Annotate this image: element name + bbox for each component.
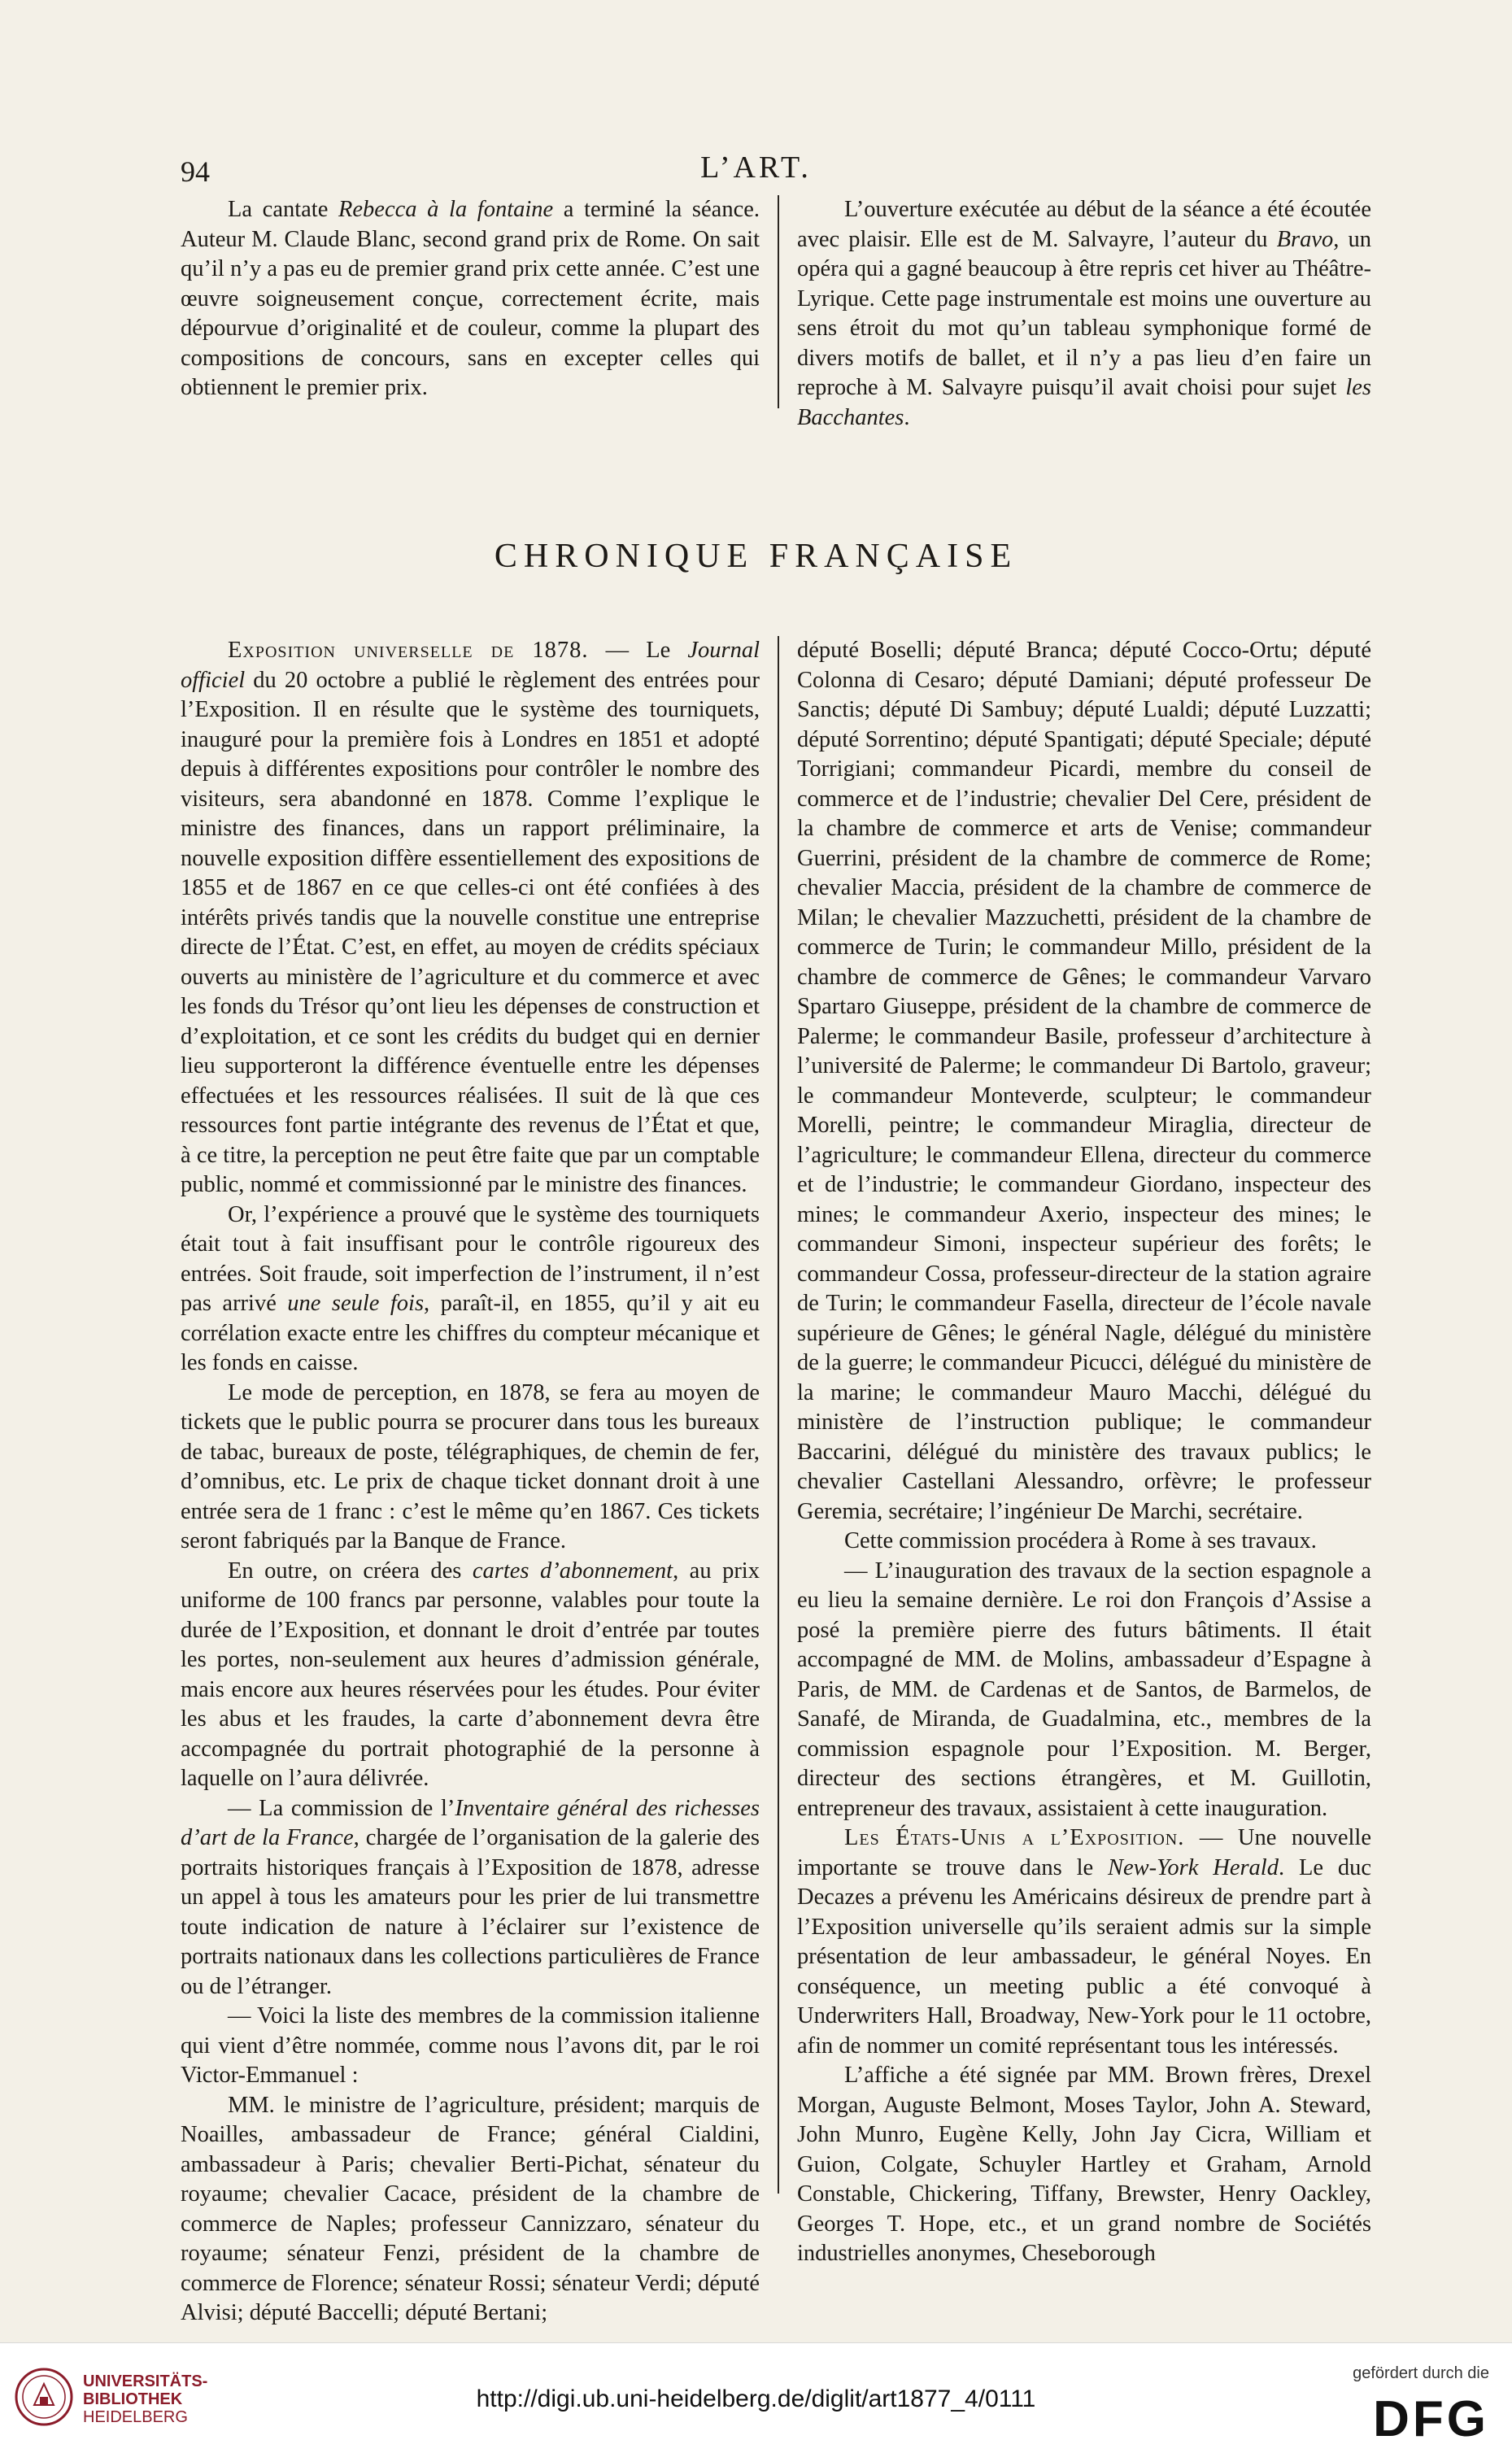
page-number: 94: [181, 155, 210, 188]
paragraph: — Voici la liste des membres de la commission italienne qui vient d’être nommée, comme nous l’avons dit, par le roi Victor-Emmanuel :: [181, 2003, 760, 2088]
column-rule: [778, 636, 779, 2194]
logo-line: UNIVERSITÄTS-: [83, 2372, 208, 2390]
section-title: CHRONIQUE FRANÇAISE: [494, 538, 1018, 575]
paragraph: — L’inauguration des travaux de la section espagnole a eu lieu la semaine dernière. Le roi don François d’Assise a posé la première pierre des futurs bâtiments. Il était accompagné de MM. de Molins, ambassadeur d’Espagne à Paris, de MM. de Cardenas et de Santos, de Barmelos, de Sanafé, de Miranda, de Guadalmina, etc., membres de la commission espagnole pour l’Exposition. M. Berger, directeur des sections étrangères, et M. Guillotin, entrepreneur des travaux, assistaient à cette inauguration.: [797, 1558, 1371, 1821]
permalink-url[interactable]: http://digi.ub.uni-heidelberg.de/diglit/art1877_4/0111: [476, 2385, 1036, 2412]
paragraph: Le mode de perception, en 1878, se fera au moyen de tickets que le public pourra se procurer dans tous les bureaux de tabac, bureaux de poste, télégraphiques, de chemin de fer, d’omnibus, etc. Le prix de chaque ticket donnant droit à une entrée sera de 1 franc : c’est le même qu’en 1867. Ces tickets seront fabriqués par la Banque de France.: [181, 1379, 760, 1553]
paragraph: L’ouverture exécutée au début de la séance a été écoutée avec plaisir. Elle est de M. Salvayre, l’auteur du Bravo, un opéra qui a gagné beaucoup à être repris cet hiver au Théâtre-Lyrique. Cette page instrumentale est moins une ouverture au sens étroit du mot qu’un tableau symphonique formé de divers motifs de ballet, et il n’y a pas lieu d’en faire un reproche à M. Salvayre puisqu’il avait choisi pour sujet les Bacchantes.: [797, 197, 1372, 430]
logo-line: HEIDELBERG: [83, 2408, 188, 2426]
top-left-column: [181, 195, 760, 403]
logo-line: BIBLIOTHEK: [83, 2390, 183, 2408]
paragraph: député Boselli; député Branca; député Cocco-Ortu; député Colonna di Cesaro; député Damiani; député professeur De Sanctis; député Di Sambuy; député Lualdi; député Luzzatti; député Sorrentino; député Spantigati; député Speciale; député Torrigiani; commandeur Picardi, membre du conseil de commerce et de l’industrie; chevalier Del Cere, président de la chambre de commerce et arts de Venise; commandeur Guerrini, président de la chambre de commerce de Rome; chevalier Maccia, président de la chambre de commerce de Milan; le chevalier Mazzuchetti, président de la chambre de commerce de Turin; le commandeur Millo, président de la chambre de commerce de Gênes; le commandeur Varvaro Spartaro Giuseppe, président de la chambre de commerce de Palerme; le commandeur Basile, professeur d’architecture à l’université de Palerme; le commandeur Di Bartolo, graveur; le commandeur Monteverde, sculpteur; le commandeur Morelli, peintre; le commandeur Miraglia, directeur de l’agriculture; le commandeur Ellena, directeur du commerce et de l’industrie; le commandeur Giordano, inspecteur des mines; le commandeur Axerio, inspecteur des mines; le commandeur Simoni, inspecteur supérieur des forêts; le commandeur Cossa, professeur-directeur de la station agraire de Turin; le commandeur Fasella, directeur de l’école navale supérieure de Gênes; le général Nagle, délégué du ministère de la guerre; le commandeur Picucci, délégué du ministère de la marine; le commandeur Mauro Macchi, délégué du ministère de l’instruction publique; le commandeur Baccarini, délégué du ministère des travaux publics; le chevalier Castellani Alessandro, orfèvre; le professeur Geremia, secrétaire; l’ingénieur De Marchi, secrétaire.: [797, 638, 1371, 1524]
paragraph: Cette commission procédera à Rome à ses travaux.: [844, 1528, 1317, 1553]
viewer-footer: [0, 2342, 1512, 2453]
paragraph: En outre, on créera des cartes d’abonnement, au prix uniforme de 100 francs par personne, valables pour toute la durée de l’Exposition, et donnant le droit d’entrée par toutes les portes, non-seulement aux heures d’admission générale, mais encore aux heures réservées pour les études. Pour éviter les abus et les fraudes, la carte d’abonnement devra être accompagnée du portrait photographié de la personne à laquelle on l’aura délivrée.: [181, 1558, 760, 1791]
paragraph: MM. le ministre de l’agriculture, président; marquis de Noailles, ambassadeur de France; général Cialdini, ambassadeur à Paris; chevalier Berti-Pichat, sénateur du royaume; chevalier Cacace, président de la chambre de commerce de Naples; professeur Cannizzaro, sénateur du royaume; sénateur Fenzi, président de la chambre de commerce de Florence; sénateur Rossi; sénateur Verdi; député Alvisi; député Baccelli; député Bertani;: [181, 2092, 760, 2325]
paragraph: — La commission de l’Inventaire général des richesses d’art de la France, chargée de l’organisation de la galerie des portraits historiques français à l’Exposition de 1878, adresse un appel à tous les amateurs pour les prier de lui transmettre toute indication de nature à l’éclairer sur l’existence de portraits nationaux dans les collections particulières de France ou de l’étranger.: [181, 1795, 760, 1999]
paragraph: La cantate Rebecca à la fontaine a terminé la séance. Auteur M. Claude Blanc, second grand prix de Rome. On sait qu’il n’y a pas eu de premier grand prix cette année. C’est une œuvre soigneusement conçue, correctement écrite, mais dépourvue d’originalité et de couleur, comme la plupart des compositions de concours, sans en excepter celles qui obtiennent le premier prix.: [181, 197, 760, 400]
paragraph: Or, l’expérience a prouvé que le système des tourniquets était tout à fait insuffisant pour le contrôle rigoureux des entrées. Soit fraude, soit imperfection de l’instrument, il n’est pas arrivé une seule fois, paraît-il, en 1855, qu’il y ait eu corrélation exacte entre les chiffres du compteur mécanique et les fonds en caisse.: [181, 1201, 760, 1375]
top-right-column: [797, 195, 1371, 433]
right-column: [797, 636, 1371, 2269]
column-rule: [778, 195, 779, 408]
paragraph: Les États-Unis a l’Exposition. — Une nouvelle importante se trouve dans le New-York Herald. Le duc Decazes a prévenu les Américains désireux de prendre part à l’Exposition universelle qu’ils seraient admis sur la simple présentation de leur ambassadeur, le général Noyes. En conséquence, un meeting public a été convoqué à Underwriters Hall, Broadway, New-York pour le 11 octobre, afin de nommer un comité représentant tous les intéressés.: [797, 1825, 1371, 2059]
left-column: [181, 636, 760, 2329]
dfg-logo[interactable]: DFG: [1373, 2391, 1489, 2447]
funding-caption: gefördert durch die: [1353, 2364, 1489, 2382]
running-title: L’ART.: [700, 150, 812, 185]
paragraph: Exposition universelle de 1878. — Le Journal officiel du 20 octobre a publié le règlement des entrées pour l’Exposition. Il en résulte que le système des tourniquets, inauguré pour la première fois à Londres en 1851 et adopté depuis à différentes expositions pour contrôler le nombre des visiteurs, sera abandonné en 1878. Comme l’explique le ministre des finances, dans un rapport préliminaire, la nouvelle exposition diffère essentiellement des expositions de 1855 et de 1867 en ce que celles-ci ont été confiées à des intérêts privés tandis que la nouvelle constitue une entreprise directe de l’État. C’est, en effet, au moyen de crédits spéciaux ouverts au ministère de l’agriculture et du commerce et avec les fonds du Trésor qu’ont lieu les dépenses de construction et d’exploitation, et ce sont les crédits du budget qui en dernier lieu supporteront la différence éventuelle entre les dépenses effectuées et les ressources réalisées. Il suit de là que ces ressources font partie intégrante des revenus de l’État et que, à ce titre, la perception ne peut être faite que par un comptable public, nommé et commissionné par le ministre des finances.: [181, 638, 760, 1197]
paragraph: L’affiche a été signée par MM. Brown frères, Drexel Morgan, Auguste Belmont, Moses Taylor, John A. Steward, John Munro, Eugène Kelly, John Jay Cicra, William et Guion, Colgate, Schuyler Hartley et Graham, Arnold Constable, Chickering, Tiffany, Brewster, Henry Oackley, Georges T. Hope, etc., et un grand nombre de Sociétés industrielles anonymes, Cheseborough: [797, 2063, 1371, 2266]
